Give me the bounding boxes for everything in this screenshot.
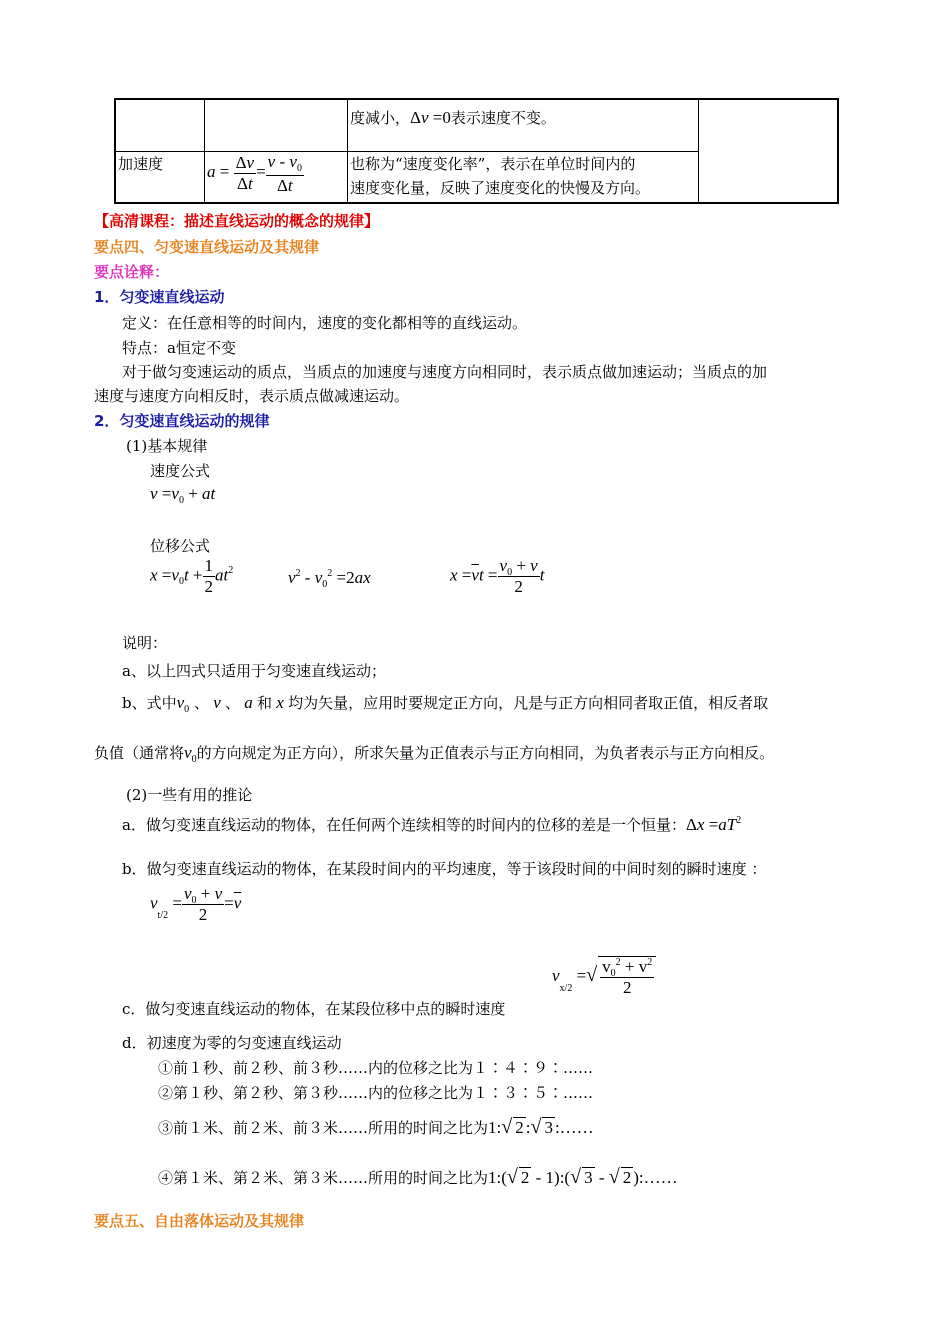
x-symbol: x — [272, 693, 289, 712]
note-b-line2 — [94, 742, 774, 763]
table-row — [115, 99, 838, 151]
para1-line1: 对于做匀变速运动的质点，当质点的加速度与速度方向相同时，表示质点做加速运动；当质点的加 — [122, 363, 768, 381]
explain-label: 要点诠释： — [94, 263, 170, 281]
ratio-3-text: ③前１米、前２米、前３米……所用的时间之比为 — [158, 1119, 489, 1137]
course-title: 【高清课程：描述直线运动的概念的规律】 — [94, 212, 380, 230]
definition-text: 定义：在任意相等的时间内，速度的变化都相等的直线运动。 — [122, 314, 528, 332]
inference-c-text: c．做匀变速直线运动的物体，在某段位移中点的瞬时速度 — [122, 1000, 506, 1018]
inference-b: b．做匀变速直线运动的物体，在某段时间内的平均速度，等于该段时间的中间时刻的瞬时速度 ： — [122, 860, 767, 878]
displacement-formula-3: $x =\overline{v}t$ = $\frac{v_0 + v}{2}$ t — [450, 556, 545, 596]
table-cell-description — [348, 99, 699, 151]
displacement-formula-label: 位移公式 — [150, 537, 211, 555]
inference-b-formula: $v_{t/2}$ = $\frac{v_0 + v}{2}$ $=\overline{v}$ — [150, 884, 242, 924]
note-b-and: 和 — [257, 694, 273, 712]
ratio-3-formula: 1:√ 2 :√ 3 :…… — [488, 1116, 594, 1138]
section4-title: 要点四、匀变速直线运动及其规律 — [94, 238, 320, 256]
section5-title: 要点五、自由落体运动及其规律 — [94, 1212, 305, 1230]
row2-term: 加速度 — [118, 154, 164, 173]
note-a: a、以上四式只适用于匀变速直线运动； — [122, 662, 386, 680]
ratio-3 — [158, 1116, 594, 1139]
row2-desc-line2: 速度变化量，反映了速度变化的快慢及方向。 — [350, 178, 651, 197]
row1-text-after: 表示速度不变。 — [450, 109, 556, 127]
v0-symbol: $v_0$ — [184, 743, 197, 765]
row2-desc-line1: 也称为“速度变化率”，表示在单位时间内的 — [350, 154, 636, 173]
velocity-formula: $v =v_0$ + at — [150, 484, 216, 506]
displacement-formula-1: $x =v_0t$ + $\frac{1}{2}$ $at^2$ — [150, 556, 234, 596]
useful-label: (2)一些有用的推论 — [126, 786, 253, 804]
acceleration-formula: a = $\frac{\Delta v}{\Delta t}$ = $\frac{v - v_0}{\Delta t}$ — [207, 151, 302, 195]
table-cell-empty — [115, 99, 205, 151]
note-b-prefix: b、式中 — [122, 694, 177, 712]
feature-text: 特点：a恒定不变 — [122, 339, 236, 357]
definition-table — [114, 98, 839, 204]
ratio-1: ①前１秒、前２秒、前３秒……内的位移之比为１∶４∶９∶…… — [158, 1059, 594, 1077]
a-symbol: a — [240, 693, 258, 712]
basic-law-label: (1)基本规律 — [126, 437, 208, 455]
ratio-4-text: ④第１米、第２米、第３米……所用的时间之比为 — [158, 1169, 489, 1187]
note-b-line1 — [122, 692, 768, 713]
velocity-formula-label: 速度公式 — [150, 462, 211, 480]
displacement-formula-2: $v^2 - v_0^2 =2ax$ — [288, 568, 371, 590]
note-b-line2-rest: 的方向规定为正方向），所求矢量为正值表示与正方向相同，为负者表示与正方向相反。 — [196, 744, 775, 762]
table-cell-empty — [205, 99, 348, 151]
inference-a-formula: $\Delta x =aT^2$ — [685, 815, 742, 834]
v-symbol: v — [208, 693, 225, 712]
row1-formula: Δv =0 — [410, 108, 451, 127]
note-b-sep1: 、 — [193, 694, 209, 712]
v0-symbol: $v_0$ — [176, 693, 190, 715]
table-cell-description — [348, 151, 699, 203]
item2-title: 2．匀变速直线运动的规律 — [94, 412, 270, 430]
note-b-rest: 均为矢量，应用时要规定正方向，凡是与正方向相同者取正值，相反者取 — [288, 694, 769, 712]
item1-title: 1．匀变速直线运动 — [94, 288, 225, 306]
ratio-4-formula: 1:(√ 2 - 1):(√ 3 - √ 2 ):…… — [488, 1166, 678, 1188]
note-b-line2-prefix: 负值（通常将 — [94, 744, 185, 762]
table-cell-formula — [205, 151, 348, 203]
table-cell-term — [115, 151, 205, 203]
note-label: 说明： — [122, 634, 168, 652]
ratio-4 — [158, 1166, 678, 1189]
inference-c-formula: $v_{x/2}$ =√ $\frac{v_0^2 + v^2}{2}$ — [552, 956, 656, 998]
row1-text-before: 度减小， — [350, 109, 411, 127]
inference-d: d．初速度为零的匀变速直线运动 — [122, 1034, 342, 1052]
inference-a-text: a．做匀变速直线运动的物体，在任何两个连续相等的时间内的位移的差是一个恒量： — [122, 816, 686, 834]
para1-line2: 速度与速度方向相反时，表示质点做减速运动。 — [94, 387, 410, 405]
ratio-2: ②第１秒、第２秒、第３秒……内的位移之比为１∶３∶５∶…… — [158, 1084, 594, 1102]
table-cell-empty — [699, 99, 839, 203]
note-b-sep2: 、 — [225, 694, 241, 712]
inference-a — [122, 814, 741, 835]
